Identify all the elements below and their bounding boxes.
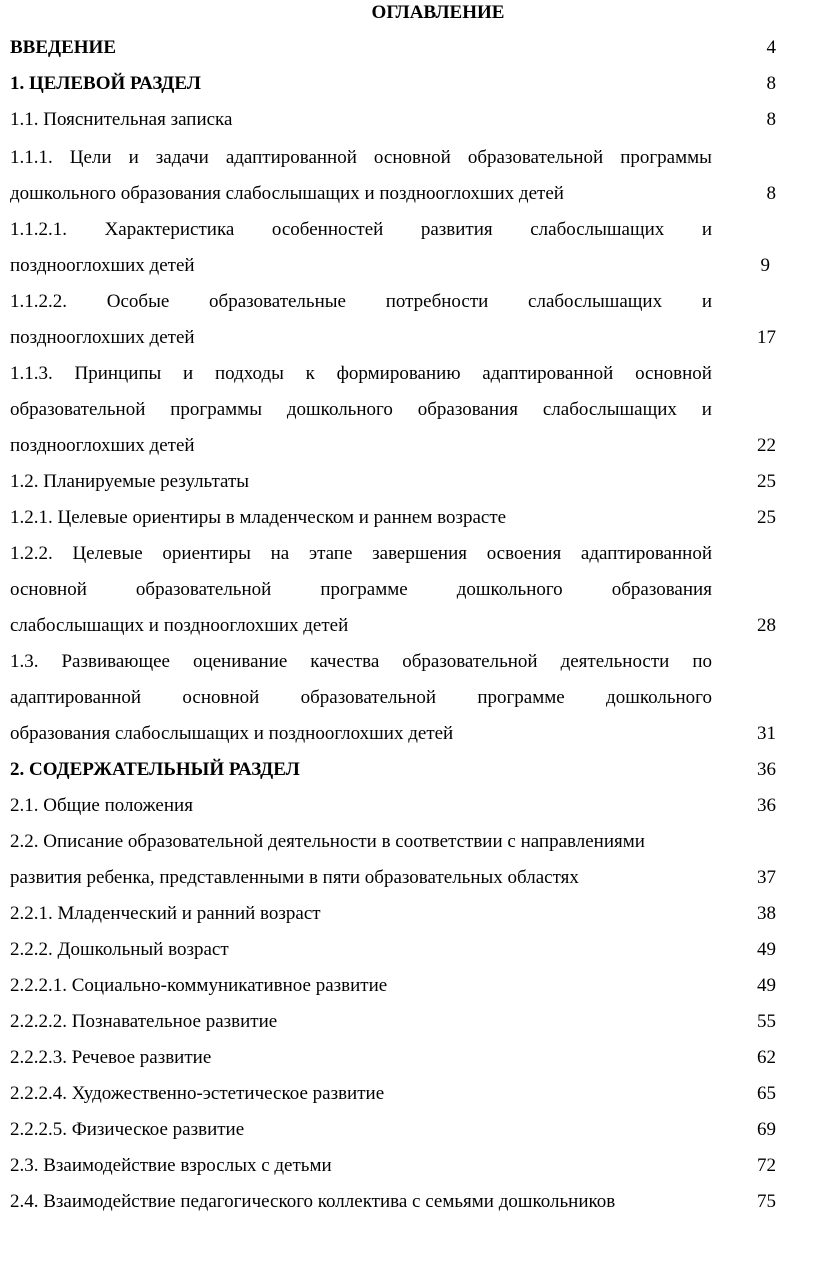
toc-page-number: 25 [757,471,776,492]
toc-page-number: 69 [757,1119,776,1140]
toc-entry [10,752,776,788]
toc-page-number: 9 [760,255,770,276]
toc-entry [10,644,776,752]
toc-entry [10,1004,776,1040]
toc-page-number: 75 [757,1191,776,1212]
toc-page-number: 8 [766,183,776,204]
toc-entry-text-line: адаптированной основной образовательной программе дошкольного [10,687,712,708]
toc-entry-text-line: основной образовательной программе дошкольного образования [10,579,712,600]
toc-entry-text-line: 1.1.2.2. Особые образовательные потребности слабослышащих и [10,291,712,312]
toc-page-number: 38 [757,903,776,924]
toc-page-number: 25 [757,507,776,528]
toc-entry [10,356,776,464]
toc-page-number: 36 [757,795,776,816]
toc-entry [10,102,776,138]
toc-entry [10,1184,776,1220]
toc-entry-text: 1.2. Планируемые результаты [10,471,250,492]
toc-page-number: 36 [757,759,776,780]
toc-page-number: 8 [766,109,776,130]
toc-entry-text: 2.2.2. Дошкольный возраст [10,939,229,960]
toc-entry-text-line: 1.1.2.1. Характеристика особенностей развития слабослышащих и [10,219,712,240]
toc-entry-text: 2.2.2.4. Художественно-эстетическое развитие [10,1083,385,1104]
toc-entry [10,30,776,66]
toc-page-number: 31 [757,723,776,744]
toc-entry-text: 2.3. Взаимодействие взрослых с детьми [10,1155,332,1176]
toc-entry-text: 2.2.2.5. Физическое развитие [10,1119,245,1140]
toc-entry-text-line: образовательной программы дошкольного образования слабослышащих и [10,399,712,420]
toc-entry [10,932,776,968]
toc-entry-text: 2.2. Описание образовательной деятельности в соответствии с направлениями [10,831,645,852]
toc-entry-text-line: 1.2.2. Целевые ориентиры на этапе завершения освоения адаптированной [10,543,712,564]
toc-entry [10,500,776,536]
toc-entry [10,968,776,1004]
toc-page-number: 37 [757,867,776,888]
toc-page-number: 28 [757,615,776,636]
toc-page-number: 22 [757,435,776,456]
toc-entry [10,788,776,824]
toc-entry-text-line: 1.3. Развивающее оценивание качества образовательной деятельности по [10,651,712,672]
toc-page-number: 65 [757,1083,776,1104]
toc-entry [10,284,776,356]
toc-entry-text: 2.4. Взаимодействие педагогического коллектива с семьями дошкольников [10,1191,616,1212]
toc-entry-text: позднооглохших детей [10,435,195,456]
toc-entry-text: развития ребенка, представленными в пяти образовательных областях [10,867,579,888]
toc-entry-text: дошкольного образования слабослышащих и позднооглохших детей [10,183,564,204]
toc-page-number: 72 [757,1155,776,1176]
toc-entry-text-line: 1.1.1. Цели и задачи адаптированной основной образовательной программы [10,147,712,168]
toc-entry-text: 2.1. Общие положения [10,795,193,816]
toc-entry [10,66,776,102]
toc-entry-text: 2. СОДЕРЖАТЕЛЬНЫЙ РАЗДЕЛ [10,759,300,780]
toc-entry [10,1148,776,1184]
toc-entry-text: позднооглохших детей [10,327,195,348]
toc-page-number: 8 [766,73,776,94]
toc-entry-text: позднооглохших детей [10,255,195,276]
toc-entry [10,824,776,896]
toc-entry [10,464,776,500]
toc-entry-text: 2.2.1. Младенческий и ранний возраст [10,903,321,924]
toc-entry-text: 1.1. Пояснительная записка [10,109,233,130]
toc-entry [10,1112,776,1148]
toc-entry-text: 2.2.2.2. Познавательное развитие [10,1011,278,1032]
toc-entry-text: ВВЕДЕНИЕ [10,37,116,58]
toc-entry [10,212,776,284]
page-title: ОГЛАВЛЕНИЕ [371,2,505,23]
toc-page-number: 4 [766,37,776,58]
toc-entry [10,896,776,932]
toc-entry-text: 2.2.2.3. Речевое развитие [10,1047,212,1068]
toc-page-number: 49 [757,975,776,996]
toc-entry [10,140,776,212]
toc-entry-text: 2.2.2.1. Социально-коммуникативное развитие [10,975,388,996]
toc-entry-text: 1. ЦЕЛЕВОЙ РАЗДЕЛ [10,73,201,94]
toc-entry [10,536,776,644]
toc-page-number: 55 [757,1011,776,1032]
toc-entry [10,1076,776,1112]
toc-entry-text-line: 1.1.3. Принципы и подходы к формированию адаптированной основной [10,363,712,384]
toc-page-number: 62 [757,1047,776,1068]
toc-entry-text: слабослышащих и позднооглохших детей [10,615,349,636]
toc-page-number: 17 [757,327,776,348]
toc-entry-text: образования слабослышащих и позднооглохших детей [10,723,454,744]
toc-page-number: 49 [757,939,776,960]
toc-entry [10,1040,776,1076]
toc-entry-text: 1.2.1. Целевые ориентиры в младенческом и раннем возрасте [10,507,507,528]
